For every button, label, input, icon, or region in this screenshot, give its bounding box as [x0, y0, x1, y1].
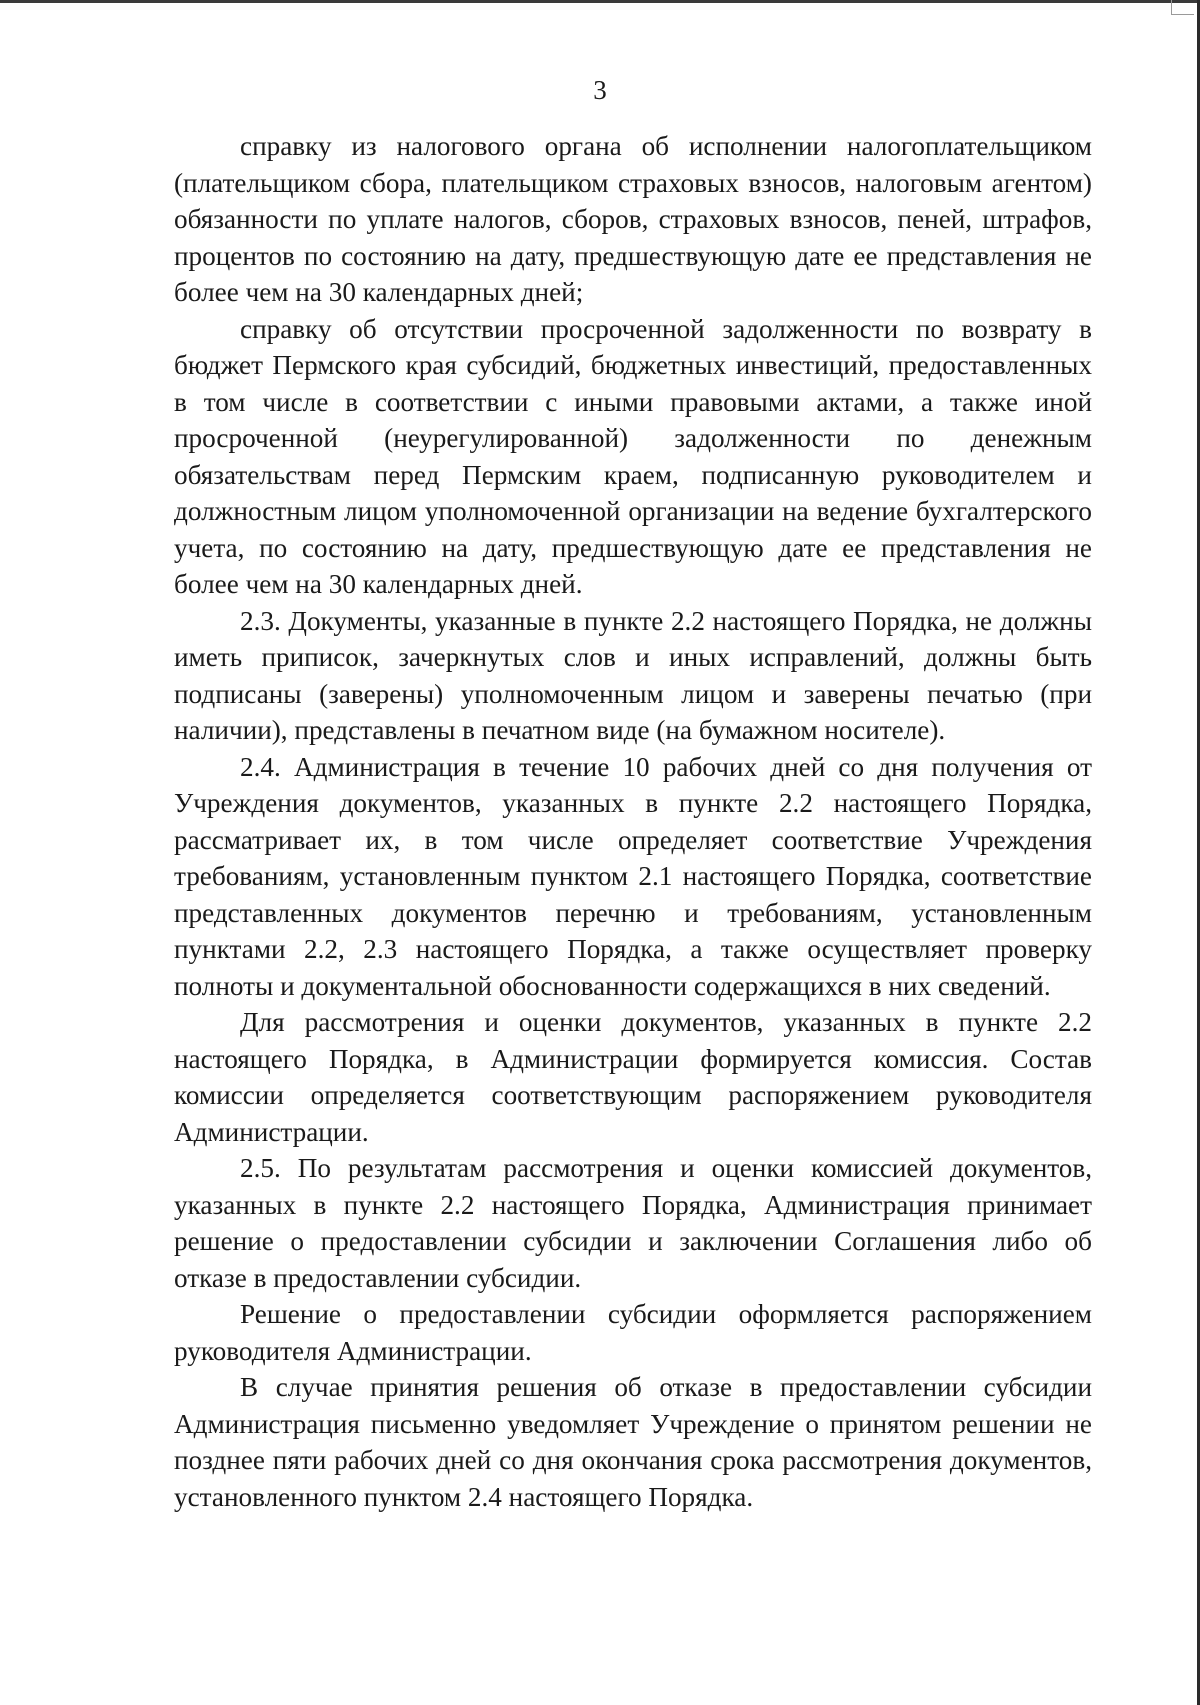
page-number: 3 — [593, 75, 607, 105]
scan-corner-mark — [1171, 0, 1194, 15]
paragraph-2-5: 2.5. По результатам рассмотрения и оценки комиссией документов, указанных в пункте 2.2 настоящего Порядка, Администрация принимает решение о предоставлении субсидии и заключении Соглашения либо об отказе в предоставлении субсидии. — [174, 1153, 1092, 1293]
scan-edge-top — [0, 0, 1200, 3]
paragraph-debt-certificate: справку об отсутствии просроченной задолженности по возврату в бюджет Пермского края субсидий, бюджетных инвестиций, предоставленных в том числе в соответствии с иными правовыми актами, а также иной просроченной (неурегулированной) задолженности по денежным обязательствам перед Пермским краем, подписанную руководителем и должностным лицом уполномоченной организации на ведение бухгалтерского учета, по состоянию на дату, предшествующую дате ее представления не более чем на 30 календарных дней. — [174, 313, 1092, 599]
paragraph-tax-certificate: справку из налогового органа об исполнении налогоплательщиком (плательщиком сбора, плательщиком страховых взносов, налоговым агентом) обязанности по уплате налогов, сборов, страховых взносов, пеней, штрафов, процентов по состоянию на дату, предшествующую дате ее представления не более чем на 30 календарных дней; — [174, 131, 1092, 307]
document-body — [174, 128, 1092, 1515]
paragraph-2-3: 2.3. Документы, указанные в пункте 2.2 настоящего Порядка, не должны иметь приписок, зачеркнутых слов и иных исправлений, должны быть подписаны (заверены) уполномоченным лицом и заверены печатью (при наличии), представлены в печатном виде (на бумажном носителе). — [174, 605, 1092, 745]
paragraph-decision: Решение о предоставлении субсидии оформляется распоряжением руководителя Администрации. — [174, 1299, 1092, 1366]
paragraph-refusal: В случае принятия решения об отказе в предоставлении субсидии Администрация письменно уведомляет Учреждение о принятом решении не позднее пяти рабочих дней со дня окончания срока рассмотрения документов, установленного пунктом 2.4 настоящего Порядка. — [174, 1372, 1092, 1512]
paragraph-2-4: 2.4. Администрация в течение 10 рабочих дней со дня получения от Учреждения документов, указанных в пункте 2.2 настоящего Порядка, рассматривает их, в том числе определяет соответствие Учреждения требованиям, установленным пунктом 2.1 настоящего Порядка, соответствие представленных документов перечню и требованиям, установленным пунктами 2.2, 2.3 настоящего Порядка, а также осуществляет проверку полноты и документальной обоснованности содержащихся в них сведений. — [174, 751, 1092, 1001]
paragraph-commission: Для рассмотрения и оценки документов, указанных в пункте 2.2 настоящего Порядка, в Администрации формируется комиссия. Состав комиссии определяется соответствующим распоряжением руководителя Администрации. — [174, 1007, 1092, 1147]
